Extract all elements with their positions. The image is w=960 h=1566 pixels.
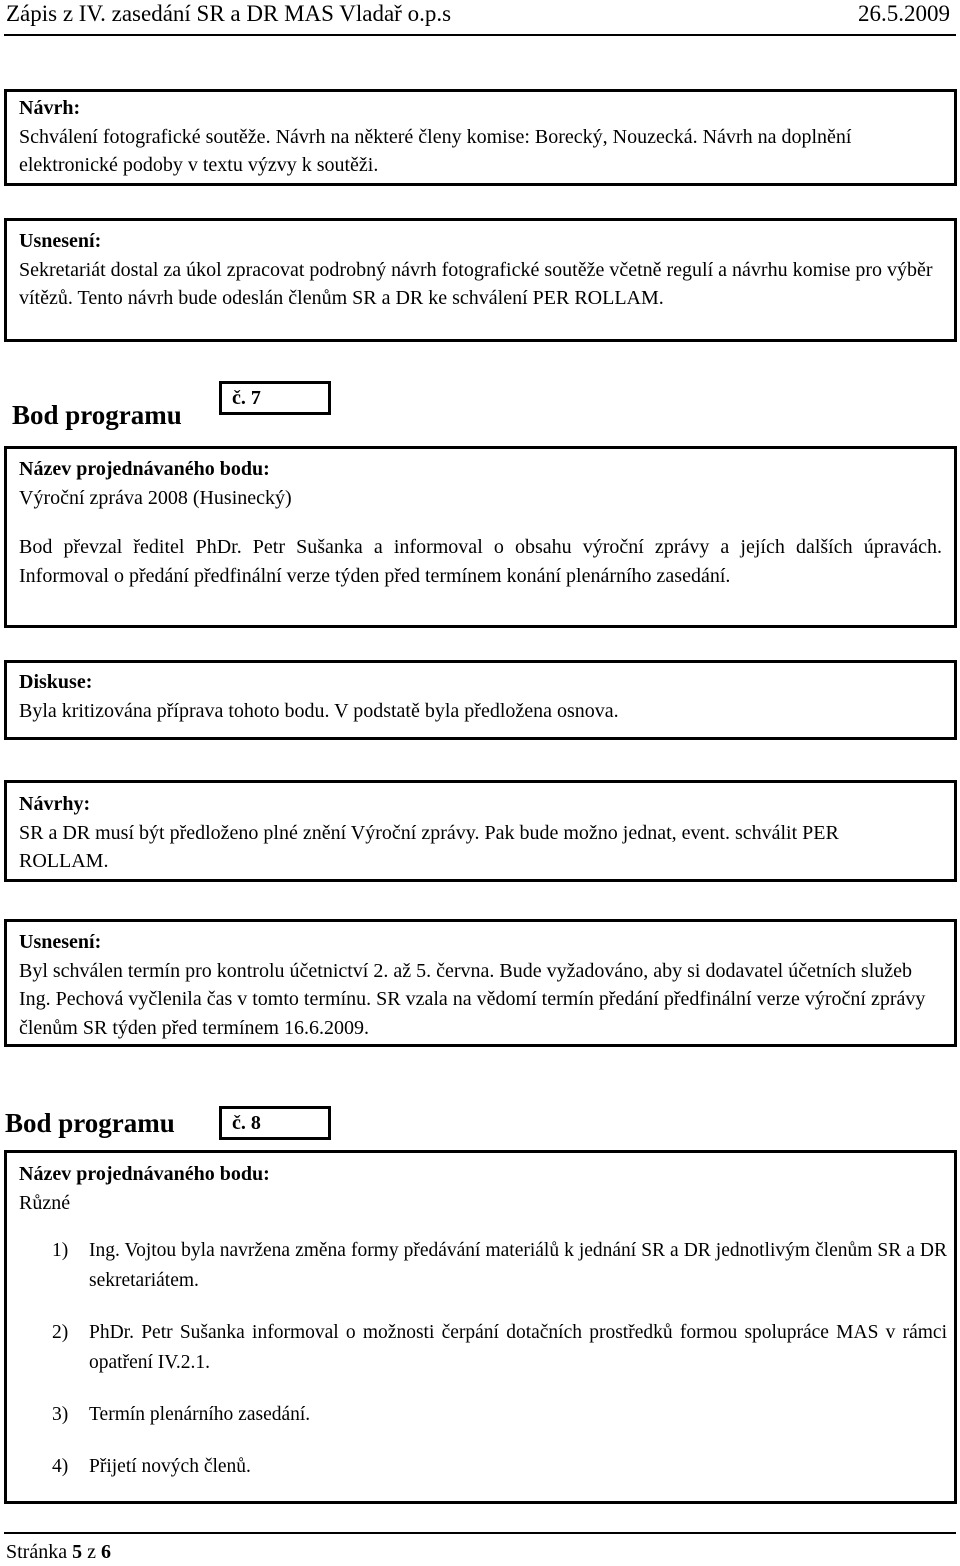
list-item bbox=[52, 1318, 947, 1378]
usneseni-text-2: Byl schválen termín pro kontrolu účetnictví 2. až 5. června. Bude vyžadováno, aby si dodavatel účetních služeb Ing. Pechová vyčlenila čas v tomto termínu. SR vzala na vědomí termín předání předfinální verze výroční zprávy členům SR týden před termínem 16.6.2009. bbox=[19, 959, 926, 1039]
list-item-text: PhDr. Petr Sušanka informoval o možnosti čerpání dotačních prostředků formou spolupráce MAS v rámci opatření IV.2.1. bbox=[89, 1322, 947, 1373]
document-title: Zápis z IV. zasedání SR a DR MAS Vladař o.p.s bbox=[6, 1, 452, 26]
bod-7-nazev-value: Výroční zpráva 2008 (Husinecký) bbox=[19, 486, 292, 509]
usneseni-label-1: Usnesení: bbox=[19, 230, 102, 252]
list-item-text: Termín plenárního zasedání. bbox=[89, 1404, 311, 1425]
list-item bbox=[52, 1400, 947, 1430]
page-total: 6 bbox=[100, 1541, 111, 1563]
bod-8-nazev-label: Název projednávaného bodu: bbox=[19, 1163, 270, 1185]
bod-7-text: Bod převzal ředitel PhDr. Petr Sušanka a informoval o obsahu výroční zprávy a jejích dalších úpravách. Informoval o předání předfinální verze týden před termínem konání plenárního zasedání. bbox=[19, 536, 942, 587]
list-item-number: 4) bbox=[52, 1456, 69, 1477]
diskuse-text: Byla kritizována příprava tohoto bodu. V podstatě byla předložena osnova. bbox=[19, 699, 619, 722]
page-separator: z bbox=[87, 1541, 96, 1563]
usneseni-text-1: Sekretariát dostal za úkol zpracovat podrobný návrh fotografické soutěže včetně regulí a návrhu komise pro výběr vítězů. Tento návrh bude odeslán členům SR a DR ke schválení PER ROLLAM. bbox=[19, 258, 933, 309]
list-item-number: 1) bbox=[52, 1240, 69, 1261]
ruzne-list bbox=[52, 1236, 947, 1504]
navrhy-box bbox=[4, 780, 957, 882]
list-item-number: 2) bbox=[52, 1322, 69, 1343]
navrhy-label: Návrhy: bbox=[19, 793, 91, 815]
page-label: Stránka bbox=[6, 1541, 68, 1563]
diskuse-label: Diskuse: bbox=[19, 671, 93, 693]
bod-8-heading: Bod programu bbox=[5, 1108, 175, 1138]
bod-8-number: č. 8 bbox=[219, 1106, 331, 1140]
diskuse-box bbox=[4, 660, 957, 740]
bod-7-heading: Bod programu bbox=[12, 400, 182, 430]
list-item bbox=[52, 1236, 947, 1296]
page-number: 5 bbox=[72, 1541, 83, 1563]
navrh-box bbox=[4, 89, 957, 186]
bod-7-number: č. 7 bbox=[219, 381, 331, 415]
list-item-text: Přijetí nových členů. bbox=[89, 1456, 251, 1477]
page-header bbox=[6, 0, 950, 30]
document-date: 26.5.2009 bbox=[858, 1, 950, 26]
header-divider bbox=[4, 34, 956, 36]
footer-divider bbox=[4, 1532, 956, 1534]
bod-8-nazev-value: Různé bbox=[19, 1191, 71, 1214]
list-item bbox=[52, 1452, 947, 1482]
navrhy-text: SR a DR musí být předloženo plné znění Výroční zprávy. Pak bude možno jednat, event. schválit PER ROLLAM. bbox=[19, 821, 839, 872]
usneseni-box-1 bbox=[4, 218, 957, 342]
list-item-text: Ing. Vojtou byla navržena změna formy předávání materiálů k jednání SR a DR jednotlivým členům SR a DR sekretariátem. bbox=[89, 1240, 947, 1291]
navrh-label: Návrh: bbox=[19, 97, 81, 119]
navrh-text: Schválení fotografické soutěže. Návrh na některé členy komise: Borecký, Nouzecká. Návrh na doplnění elektronické podoby v textu výzvy k soutěži. bbox=[19, 125, 852, 176]
bod-7-nazev-box bbox=[4, 446, 957, 628]
usneseni-label-2: Usnesení: bbox=[19, 931, 102, 953]
list-item-number: 3) bbox=[52, 1404, 69, 1425]
bod-7-nazev-label: Název projednávaného bodu: bbox=[19, 458, 270, 480]
page-footer bbox=[6, 1538, 111, 1566]
usneseni-box-2 bbox=[4, 919, 957, 1047]
